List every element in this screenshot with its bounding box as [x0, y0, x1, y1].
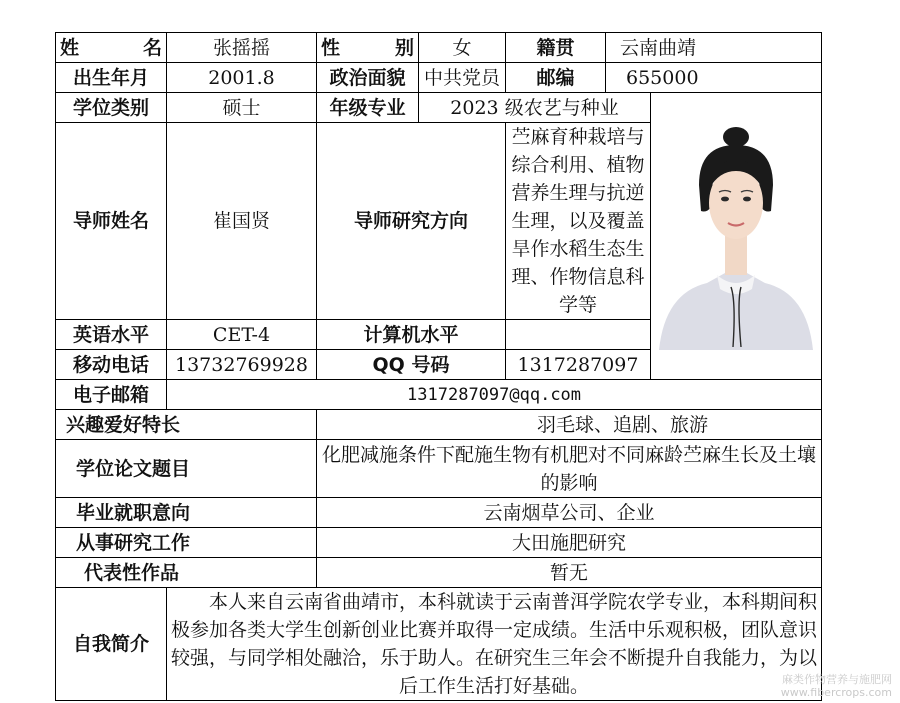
watermark-line1: 麻类作物营养与施肥网 — [782, 673, 892, 686]
value-email: 1317287097@qq.com — [167, 380, 822, 410]
value-supervisor: 崔国贤 — [167, 123, 317, 320]
label-native-place: 籍贯 — [506, 33, 606, 63]
label-grade-major: 年级专业 — [317, 93, 419, 123]
value-career: 云南烟草公司、企业 — [317, 498, 822, 528]
label-intro: 自我简介 — [56, 588, 167, 701]
value-mobile: 13732769928 — [167, 350, 317, 380]
value-qq: 1317287097 — [506, 350, 651, 380]
value-postcode: 655000 — [606, 63, 822, 93]
value-research-work: 大田施肥研究 — [317, 528, 822, 558]
photo-cell — [651, 93, 822, 380]
label-research-work: 从事研究工作 — [56, 528, 317, 558]
label-name: 姓 名 — [56, 33, 167, 63]
label-works: 代表性作品 — [56, 558, 317, 588]
value-research-direction: 苎麻育种栽培与综合利用、植物营养生理与抗逆生理，以及覆盖旱作水稻生态生理、作物信息科学等 — [506, 123, 651, 320]
avatar — [655, 115, 817, 350]
value-computer — [506, 320, 651, 350]
value-name: 张摇摇 — [167, 33, 317, 63]
value-birth: 2001.8 — [167, 63, 317, 93]
label-computer: 计算机水平 — [317, 320, 506, 350]
value-intro — [167, 588, 822, 701]
label-political: 政治面貌 — [317, 63, 419, 93]
label-gender: 性 别 — [317, 33, 419, 63]
resume-table — [55, 32, 822, 701]
label-birth: 出生年月 — [56, 63, 167, 93]
label-career: 毕业就职意向 — [56, 498, 317, 528]
watermark — [781, 673, 892, 699]
value-english: CET-4 — [167, 320, 317, 350]
watermark-line2: www.fibercrops.com — [780, 686, 892, 699]
label-postcode: 邮编 — [506, 63, 606, 93]
label-mobile: 移动电话 — [56, 350, 167, 380]
value-political: 中共党员 — [419, 63, 506, 93]
label-hobbies: 兴趣爱好特长 — [56, 410, 317, 440]
label-research-direction: 导师研究方向 — [317, 123, 506, 320]
label-english: 英语水平 — [56, 320, 167, 350]
value-thesis: 化肥减施条件下配施生物有机肥对不同麻龄苎麻生长及土壤的影响 — [317, 440, 822, 498]
label-thesis: 学位论文题目 — [56, 440, 317, 498]
value-gender: 女 — [419, 33, 506, 63]
value-grade-major: 2023 级农艺与种业 — [419, 93, 651, 123]
value-degree-type: 硕士 — [167, 93, 317, 123]
value-works: 暂无 — [317, 558, 822, 588]
label-email: 电子邮箱 — [56, 380, 167, 410]
value-native-place: 云南曲靖 — [606, 33, 822, 63]
label-degree-type: 学位类别 — [56, 93, 167, 123]
label-supervisor: 导师姓名 — [56, 123, 167, 320]
label-qq: QQ 号码 — [317, 350, 506, 380]
intro-text: 本人来自云南省曲靖市，本科就读于云南普洱学院农学专业，本科期间积极参加各类大学生创新创业比赛并取得一定成绩。生活中乐观积极，团队意识较强，与同学相处融洽，乐于助人。在研究生三年会不断提升自我能力，为以后工作生活打好基础。 — [171, 591, 818, 697]
value-hobbies: 羽毛球、追剧、旅游 — [317, 410, 822, 440]
